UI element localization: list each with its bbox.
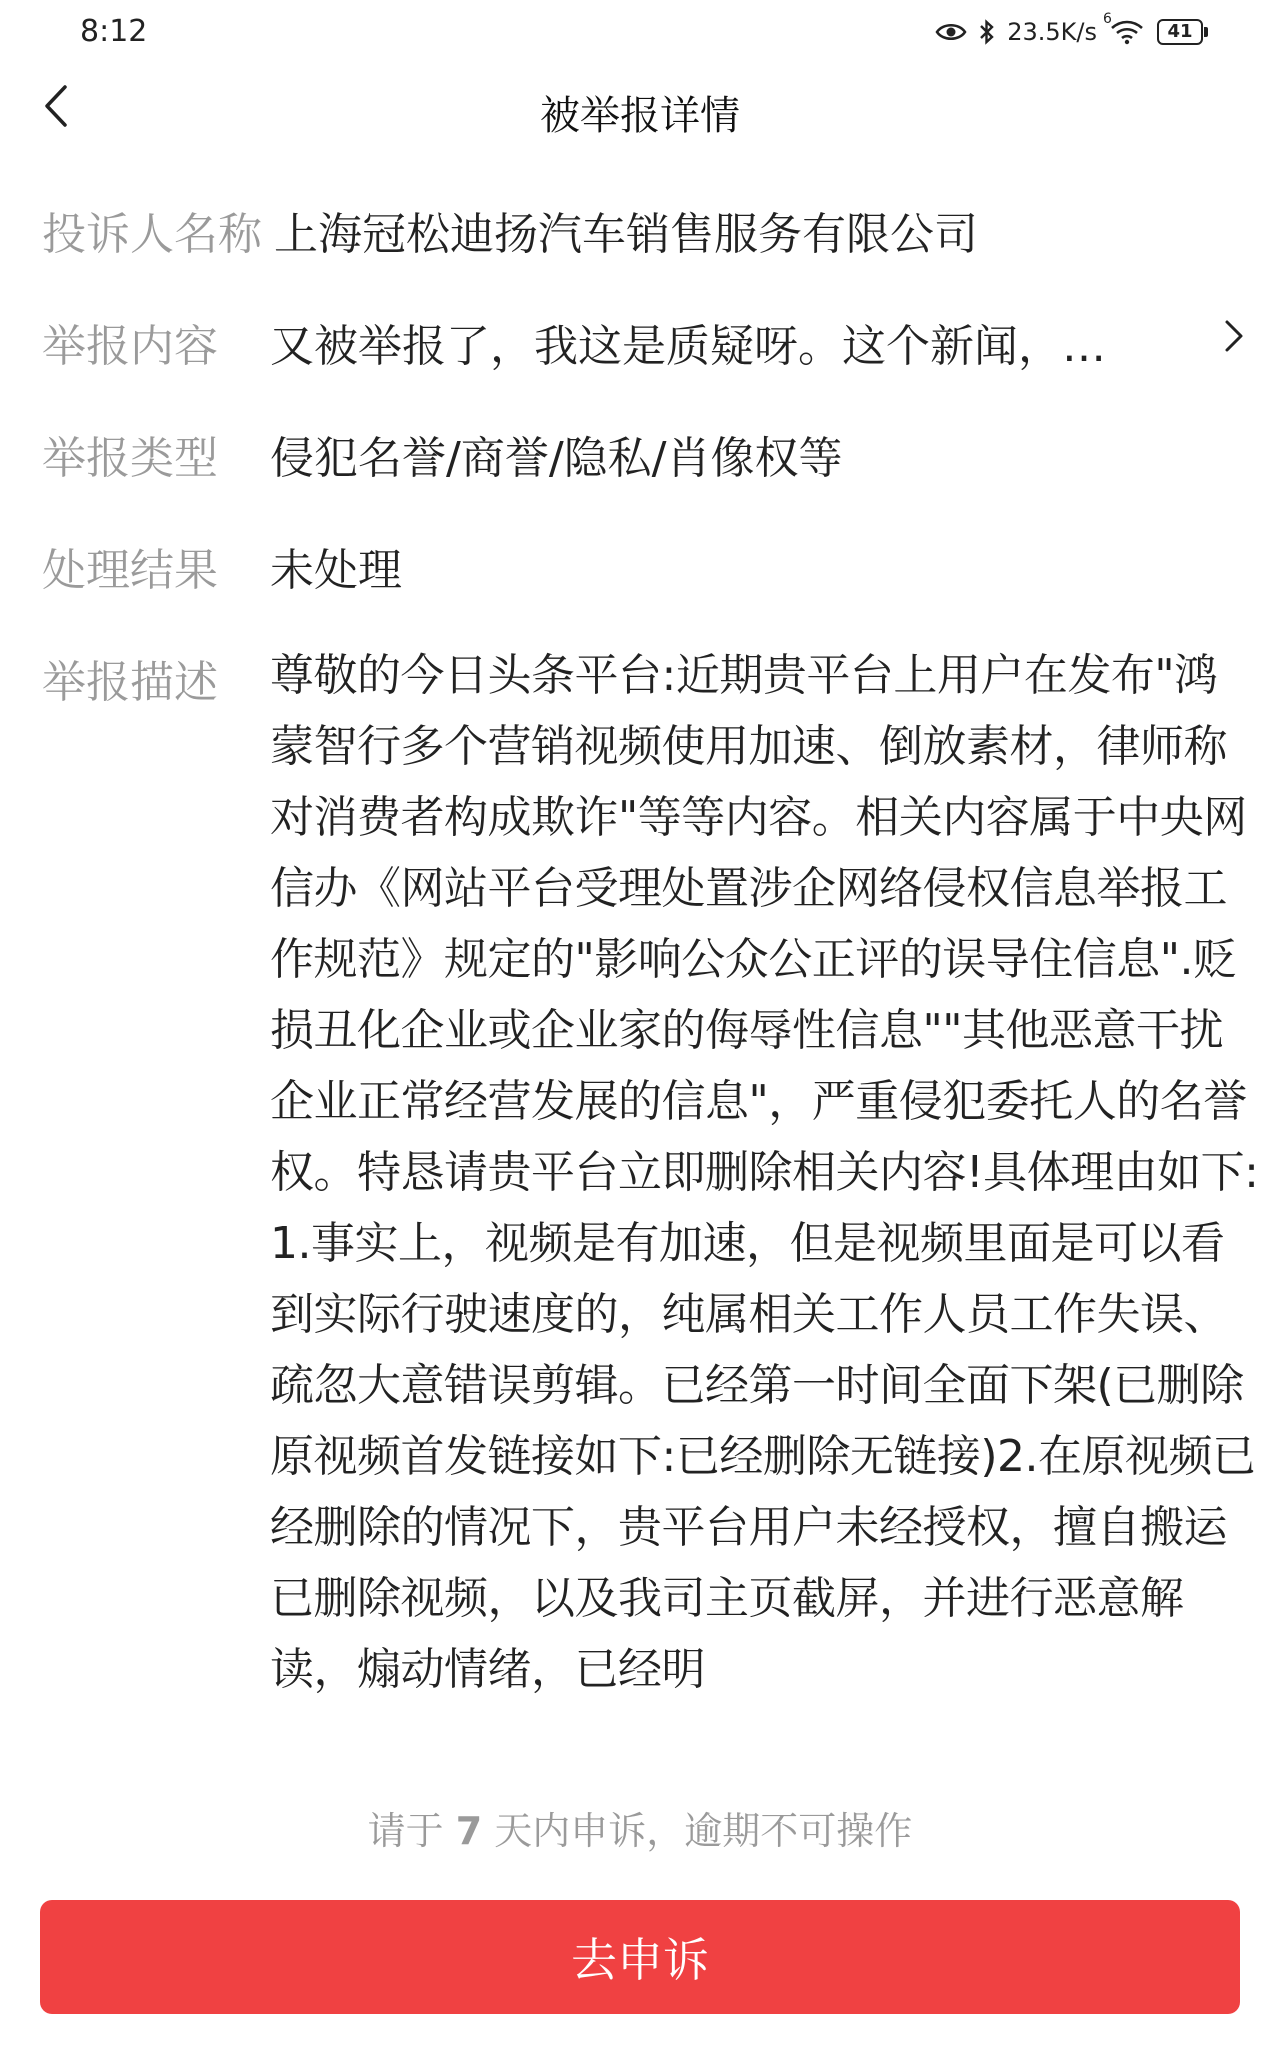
status-icons	[935, 11, 1208, 50]
description-value: 尊敬的今日头条平台:近期贵平台上用户在发布"鸿蒙智行多个营销视频使用加速、倒放素材，律师称对消费者构成欺诈"等等内容。相关内容属于中央网信办《网站平台受理处置涉企网络侵权信息举报工作规范》规定的"影响公众公正评的误导住信息".贬损丑化企业或企业家的侮辱性信息""其他恶意干扰企业正常经营发展的信息"，严重侵犯委托人的名誉权。特恳请贵平台立即删除相关内容!具体理由如下:1.事实上，视频是有加速，但是视频里面是可以看到实际行驶速度的，纯属相关工作人员工作失误、疏忽大意错误剪辑。已经第一时间全面下架(已删除原视频首发链接如下:已经删除无链接)2.在原视频已经删除的情况下，贵平台用户未经授权，擅自搬运已删除视频，以及我司主页截屏，并进行恶意解读，煽动情绪，已经明	[270, 650, 1259, 1695]
battery-icon	[1157, 19, 1208, 45]
type-value: 侵犯名誉/商誉/隐私/肖像权等	[270, 433, 843, 484]
content-value: 又被举报了，我这是质疑呀。这个新闻，…	[270, 321, 1106, 372]
report-content-row[interactable]	[42, 310, 1280, 370]
status-time: 8:12	[80, 14, 148, 49]
notice-prefix: 请于	[367, 1809, 456, 1853]
report-type-row	[42, 422, 1280, 482]
chevron-right-icon[interactable]	[1216, 316, 1252, 356]
status-bar	[0, 0, 1280, 66]
wifi-icon	[1103, 11, 1145, 45]
battery-tip	[1204, 27, 1208, 37]
wifi-label: 6	[1103, 11, 1112, 27]
complainant-row	[42, 198, 1280, 258]
result-value: 未处理	[270, 545, 402, 596]
eye-icon	[935, 21, 967, 43]
description-scroll-area[interactable]	[270, 640, 1260, 1780]
description-label: 举报描述	[42, 657, 218, 708]
description-fade	[0, 1760, 1280, 1800]
network-speed: 23.5K/s	[1007, 18, 1097, 46]
notice-days: 7	[455, 1809, 483, 1853]
content-label: 举报内容	[42, 321, 218, 372]
type-label: 举报类型	[42, 433, 218, 484]
complainant-label: 投诉人名称	[42, 209, 262, 260]
result-label: 处理结果	[42, 545, 218, 596]
complainant-value: 上海冠松迪扬汽车销售服务有限公司	[274, 209, 978, 260]
page-title: 被举报详情	[540, 93, 740, 139]
battery-level: 41	[1157, 19, 1203, 45]
title-bar	[0, 70, 1280, 146]
result-row	[42, 534, 1280, 594]
appeal-notice	[0, 1800, 1280, 1855]
bluetooth-icon	[979, 19, 995, 45]
appeal-button[interactable]: 去申诉	[40, 1900, 1240, 2014]
notice-suffix: 天内申诉，逾期不可操作	[482, 1809, 913, 1853]
